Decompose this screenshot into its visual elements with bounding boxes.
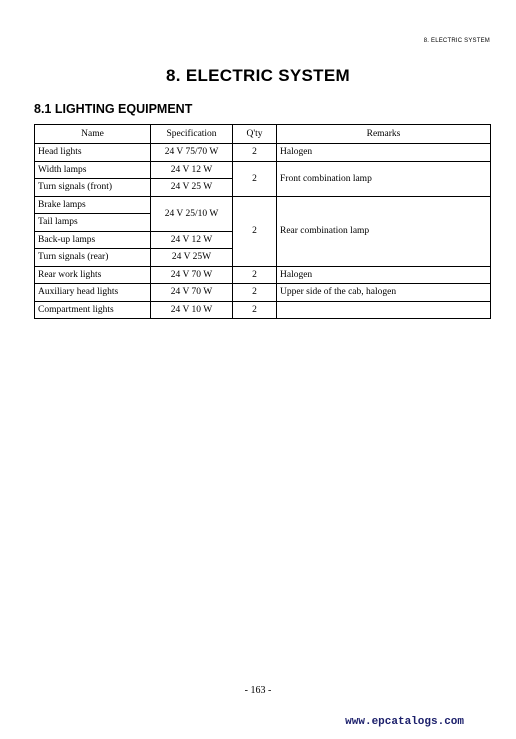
cell-name: Rear work lights	[35, 266, 151, 284]
cell-name: Auxiliary head lights	[35, 284, 151, 302]
cell-qty: 2	[233, 161, 277, 196]
running-header: 8. ELECTRIC SYSTEM	[423, 38, 490, 44]
cell-specification: 24 V 70 W	[151, 266, 233, 284]
cell-name: Back-up lamps	[35, 231, 151, 249]
column-header-specification: Specification	[151, 125, 233, 144]
column-header-remarks: Remarks	[277, 125, 491, 144]
cell-remarks: Rear combination lamp	[277, 196, 491, 266]
table-row	[35, 144, 491, 162]
cell-remarks: Halogen	[277, 266, 491, 284]
cell-name: Tail lamps	[35, 214, 151, 232]
cell-qty: 2	[233, 196, 277, 266]
cell-name: Compartment lights	[35, 301, 151, 319]
cell-name: Width lamps	[35, 161, 151, 179]
cell-remarks: Upper side of the cab, halogen	[277, 284, 491, 302]
cell-specification: 24 V 25W	[151, 249, 233, 267]
cell-specification: 24 V 25 W	[151, 179, 233, 197]
table-row	[35, 161, 491, 179]
page-number: - 163 -	[244, 685, 272, 696]
cell-remarks: Front combination lamp	[277, 161, 491, 196]
column-header-qty: Q'ty	[233, 125, 277, 144]
column-header-name: Name	[35, 125, 151, 144]
cell-specification: 24 V 10 W	[151, 301, 233, 319]
cell-qty: 2	[233, 144, 277, 162]
cell-specification: 24 V 25/10 W	[151, 196, 233, 231]
cell-qty: 2	[233, 266, 277, 284]
cell-qty: 2	[233, 301, 277, 319]
table-row	[35, 284, 491, 302]
cell-qty: 2	[233, 284, 277, 302]
cell-name: Turn signals (rear)	[35, 249, 151, 267]
cell-name: Head lights	[35, 144, 151, 162]
table-row	[35, 301, 491, 319]
table-row	[35, 196, 491, 214]
cell-remarks	[277, 301, 491, 319]
table-row	[35, 266, 491, 284]
section-title: 8.1 LIGHTING EQUIPMENT	[34, 102, 193, 116]
chapter-title: 8. ELECTRIC SYSTEM	[166, 66, 350, 85]
cell-specification: 24 V 12 W	[151, 161, 233, 179]
lighting-equipment-table	[34, 124, 491, 319]
cell-specification: 24 V 70 W	[151, 284, 233, 302]
cell-remarks: Halogen	[277, 144, 491, 162]
cell-name: Brake lamps	[35, 196, 151, 214]
cell-name: Turn signals (front)	[35, 179, 151, 197]
cell-specification: 24 V 75/70 W	[151, 144, 233, 162]
table-header-row	[35, 125, 491, 144]
cell-specification: 24 V 12 W	[151, 231, 233, 249]
website-watermark: www.epcatalogs.com	[345, 716, 464, 728]
